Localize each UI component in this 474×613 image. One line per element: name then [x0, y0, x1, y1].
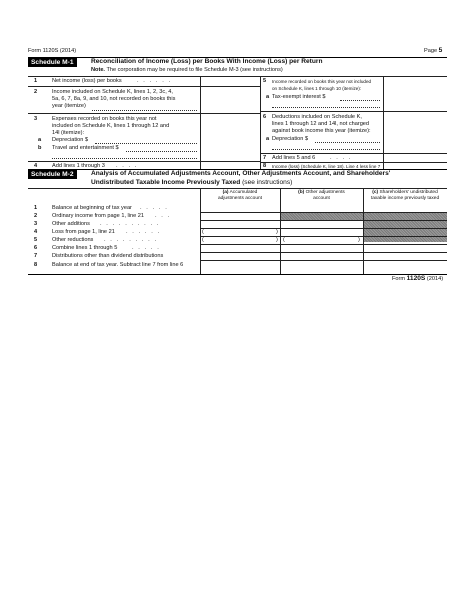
m1-line-3-text-a: Expenses recorded on books this year not: [52, 116, 157, 122]
col-c-text2: taxable income previously taxed: [370, 195, 440, 201]
col-b-text1: Other adjustments: [305, 190, 345, 195]
m1-line-5-extra-fill: [272, 107, 380, 108]
m2-row-5-paren-open-a: (: [202, 237, 204, 243]
m2-rule-2: [200, 220, 447, 221]
m1-line-4-leader: . . . .: [116, 163, 139, 169]
footer-form-number: 1120S: [406, 275, 426, 282]
m1-row-rule-3: [28, 161, 260, 162]
page-label-text: Page: [424, 48, 438, 54]
m1-line-8-num: 8: [263, 163, 267, 169]
m2-row-5-num: 5: [34, 237, 38, 243]
m2-row-5-leader: . . . . . . . . .: [104, 237, 158, 243]
m2-title2-suffix: (see instructions): [242, 179, 293, 186]
m2-rule-5: [200, 244, 447, 245]
m1-line-1-leader: . . . . . .: [137, 78, 172, 84]
schedule-m2-title-line2: [91, 179, 292, 187]
m1-line-1-text: Net income (loss) per books: [52, 78, 122, 84]
m1-line-3b-text: Travel and entertainment $: [52, 145, 119, 151]
m2-row-1-text: Balance at beginning of tax year: [52, 205, 132, 211]
m2-col-a-header: [200, 190, 280, 201]
m1-line-2-text-a: Income included on Schedule K, lines 1, 2, 3c, 4,: [52, 89, 173, 95]
note-text: The corporation may be required to file Schedule M-3 (see instructions): [106, 67, 283, 73]
col-c-text1: Shareholders' undistributed: [379, 190, 438, 195]
m2-row-5-paren-close-b: ): [358, 237, 360, 243]
m1-line-3a-fill: [95, 143, 197, 144]
footer-year: (2014): [426, 276, 444, 282]
m2-rule-6: [200, 252, 447, 253]
page-label: [424, 48, 442, 54]
m2-rule-4: [200, 236, 447, 237]
m1-line-7-num: 7: [263, 155, 267, 161]
page-number: 5: [438, 47, 443, 54]
m1-line-5-text-a: Income recorded on books this year not included: [272, 79, 372, 84]
m1-line-7-text: Add lines 5 and 6: [272, 155, 316, 161]
col-b-label: (b): [298, 190, 305, 195]
m2-row-4-text: Loss from page 1, line 21: [52, 229, 115, 235]
m1-line-5a-text: Tax-exempt interest $: [272, 94, 326, 100]
col-b-text2: account: [313, 195, 330, 201]
m2-row-4-num: 4: [34, 229, 38, 235]
m2-row-7-text: Distributions other than dividend distributions: [52, 253, 164, 259]
m1-col-divider-left: [200, 76, 201, 169]
m1-col-divider-right: [383, 76, 384, 169]
m1-line-6-text-c: against book income this year (itemize):: [272, 128, 371, 134]
footer-form-word: Form: [392, 276, 406, 282]
m1-line-3b-label: b: [38, 145, 42, 151]
m1-top-rule: [28, 76, 447, 77]
m2-col-b-header: [280, 190, 363, 201]
m2-row-5-paren-open-b: (: [283, 237, 285, 243]
m2-row-6-num: 6: [34, 245, 38, 251]
m1-line-2-num: 2: [34, 89, 38, 95]
note-label: Note.: [91, 67, 105, 73]
schedule-m2-badge: Schedule M-2: [28, 170, 77, 179]
m2-col-c-header: [363, 190, 447, 201]
m2-row-6-text: Combine lines 1 through 5: [52, 245, 118, 251]
m2-row-2-leader: . . .: [155, 213, 171, 219]
m2-row-5-text: Other reductions: [52, 237, 94, 243]
col-a-label: (a): [222, 190, 229, 195]
m2-title2-text: Undistributed Taxable Income Previously Taxed: [91, 179, 241, 186]
m1-line-3-extra-fill: [52, 158, 197, 159]
schedule-m1-note: [91, 67, 283, 73]
m1-line-3-text-c: 14l (itemize):: [52, 130, 85, 136]
m1-line-3b-fill: [126, 151, 197, 152]
m1-line-1-num: 1: [34, 78, 38, 84]
m1-line-3a-text: Depreciation $: [52, 137, 89, 143]
m1-line-6-num: 6: [263, 114, 267, 120]
m1-line-2-text-c: year (itemize): [52, 103, 86, 109]
m2-row-5-paren-close-a: ): [276, 237, 278, 243]
m2-row-8-num: 8: [34, 262, 38, 268]
m2-row-4-paren-open-a: (: [202, 229, 204, 235]
form-id: Form 1120S (2014): [28, 48, 77, 54]
m1-line-6a-fill: [315, 142, 380, 143]
col-a-text1: Accumulated: [229, 190, 258, 195]
m1-line-8-text: Income (loss) (Schedule K, line 18). Line 4 less line 7: [272, 164, 381, 169]
m2-shade-b2: [281, 212, 363, 220]
m1-line-5-num: 5: [263, 78, 267, 84]
m2-row-6-leader: . . . . .: [132, 245, 161, 251]
m2-row-1-leader: . . . . .: [140, 205, 169, 211]
schedule-m1-title: Reconciliation of Income (Loss) per Books With Income (Loss) per Return: [91, 58, 323, 65]
m1-line-6-text-a: Deductions included on Schedule K,: [272, 114, 362, 120]
m2-shade-c2-5: [364, 212, 447, 242]
m1-line-6a-text: Depreciation $: [272, 136, 309, 142]
m1-line-2-fill: [92, 110, 197, 111]
m1-row-rule-1: [28, 86, 260, 87]
m2-row-3-leader: . . . . . . . . . .: [100, 221, 160, 227]
m1-line-3-num: 3: [34, 116, 38, 122]
m2-row-4-paren-close-a: ): [276, 229, 278, 235]
m2-row-2-num: 2: [34, 213, 38, 219]
m2-top-rule: [28, 188, 447, 189]
col-c-label: (c): [372, 190, 379, 195]
m1-line-7-leader: . . . .: [330, 155, 353, 161]
m2-rule-3: [200, 228, 447, 229]
col-a-text2: adjustments account: [218, 195, 262, 201]
m1-line-3a-label: a: [38, 137, 42, 143]
m1-line-6-text-b: lines 1 through 12 and 14l, not charged: [272, 121, 370, 127]
m2-row-4-leader: . . . . . .: [126, 229, 161, 235]
m1-line-5-text-b: on Schedule K, lines 1 through 10 (itemize):: [272, 86, 362, 91]
m2-rule-7: [200, 260, 447, 261]
m2-row-1-num: 1: [34, 205, 38, 211]
m1-col-divider-mid: [260, 76, 261, 169]
m2-row-3-num: 3: [34, 221, 38, 227]
m1-line-5a-fill: [340, 100, 380, 101]
schedule-m2-title-line1: Analysis of Accumulated Adjustments Account, Other Adjustments Account, and Shareholders': [91, 170, 391, 177]
m1-row-rule-2: [28, 113, 260, 114]
m1-line-2-text-b: 5a, 6, 7, 8a, 9, and 10, not recorded on books this: [52, 96, 176, 102]
m2-row-7-num: 7: [34, 253, 38, 259]
m2-rule-1: [200, 212, 447, 213]
footer-form-id: [392, 276, 443, 282]
m1-line-6-extra-fill: [272, 149, 380, 150]
m1-line-4-num: 4: [34, 163, 38, 169]
m1-line-4-text: Add lines 1 through 3: [52, 163, 105, 169]
schedule-m1-badge: Schedule M-1: [28, 58, 77, 67]
m1-row-rule-5: [260, 111, 447, 112]
m1-line-3-text-b: included on Schedule K, lines 1 through 12 and: [52, 123, 170, 129]
m1-line-6a-label: a: [266, 136, 270, 142]
m1-line-5a-label: a: [266, 94, 270, 100]
m2-bottom-rule: [28, 274, 447, 275]
m2-row-2-text: Ordinary income from page 1, line 21: [52, 213, 145, 219]
m2-row-8-text: Balance at end of tax year. Subtract line 7 from line 6: [52, 262, 184, 268]
m2-row-3-text: Other additions: [52, 221, 90, 227]
m1-row-rule-7: [260, 162, 447, 163]
m1-row-rule-6: [260, 153, 447, 154]
